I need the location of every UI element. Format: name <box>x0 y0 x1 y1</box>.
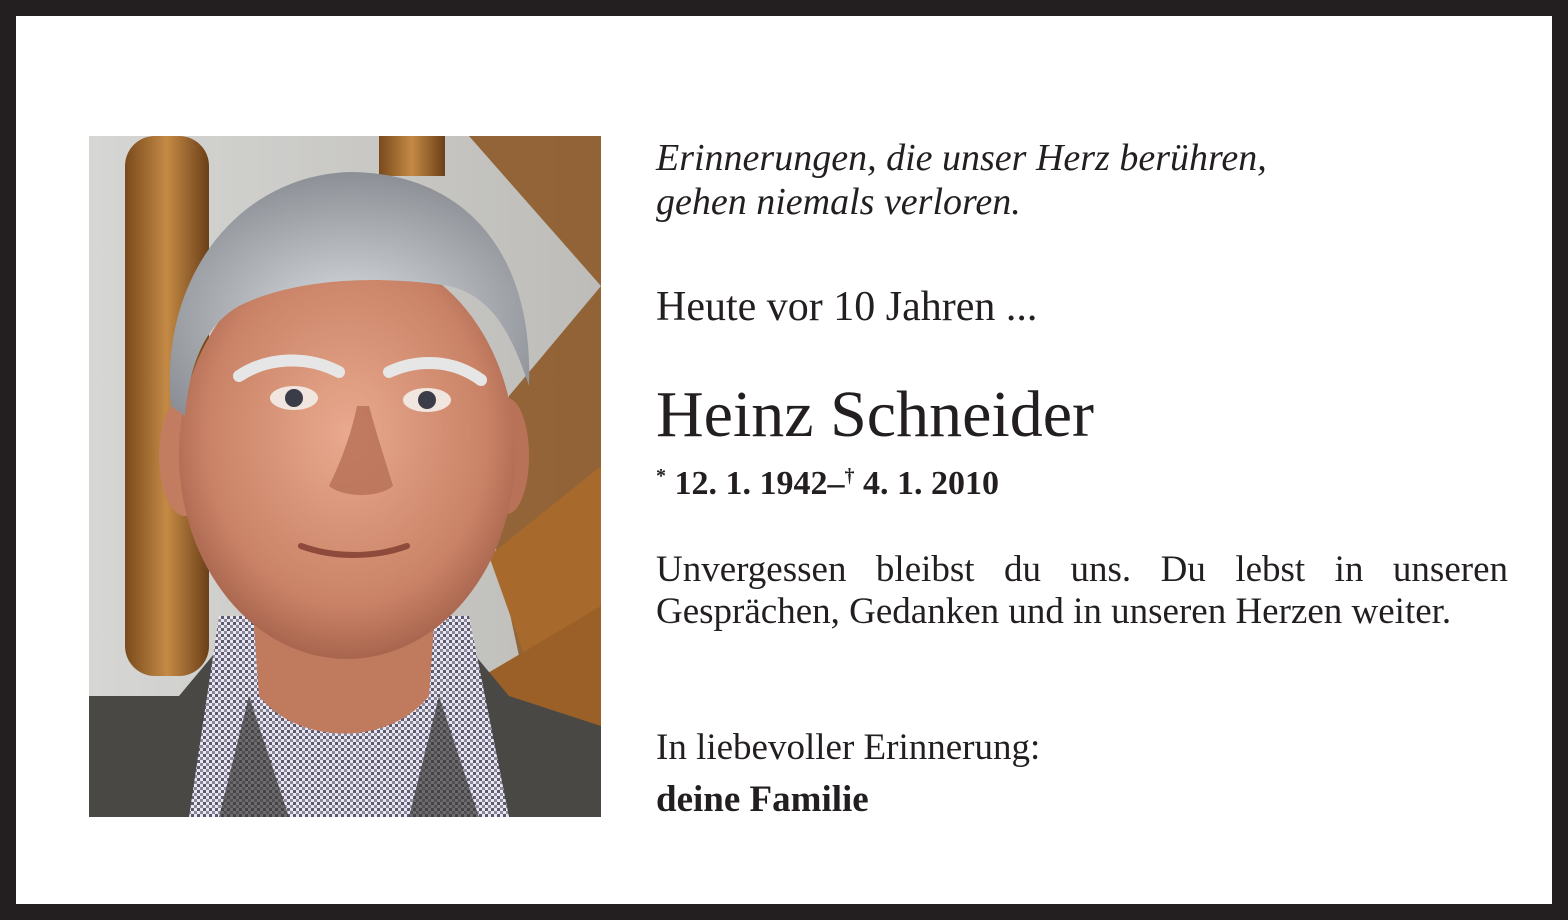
memorial-quote-line-1: Erinnerungen, die unser Herz berühren, <box>656 137 1267 179</box>
date-dash: – <box>827 465 845 502</box>
birth-symbol: * <box>656 465 666 487</box>
anniversary-line: Heute vor 10 Jahren ... <box>656 284 1038 330</box>
signature: deine Familie <box>656 779 869 820</box>
birth-date: 12. 1. 1942 <box>674 465 828 502</box>
portrait-illustration <box>89 136 601 817</box>
memorial-quote <box>656 136 1267 224</box>
tribute-paragraph: Unvergessen bleibst du uns. Du lebst in unseren Gesprächen, Gedanken und in unseren Herzen weiter. <box>656 549 1508 632</box>
portrait-photo <box>89 136 601 817</box>
death-date: 4. 1. 2010 <box>863 465 999 502</box>
life-dates <box>656 454 999 506</box>
deceased-name: Heinz Schneider <box>656 378 1094 451</box>
memorial-quote-line-2: gehen niemals verloren. <box>656 181 1021 223</box>
death-symbol: † <box>844 465 855 487</box>
closing-line: In liebevoller Erinnerung: <box>656 727 1041 768</box>
